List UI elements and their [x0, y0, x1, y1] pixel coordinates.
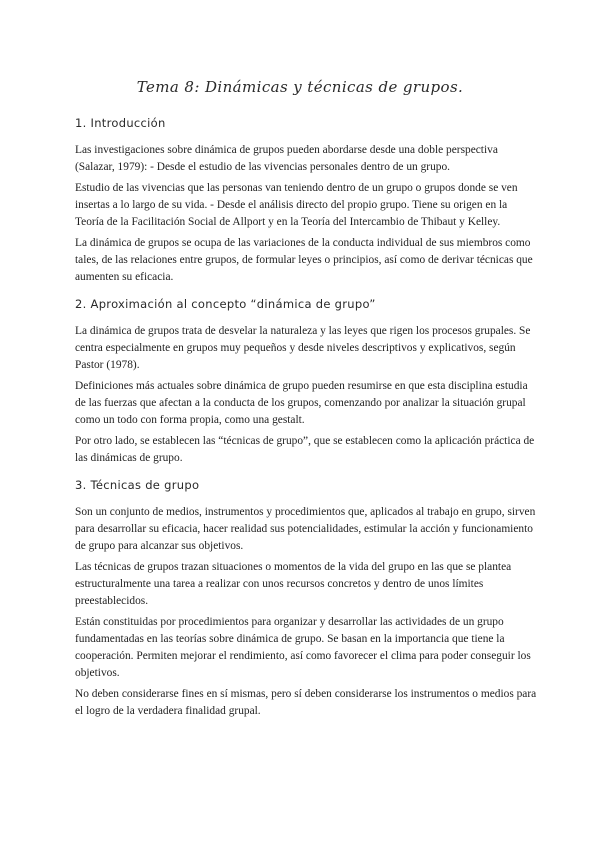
document-body [75, 116, 537, 724]
paragraph: La dinámica de grupos trata de desvelar la naturaleza y las leyes que rigen los procesos grupales. Se centra especialmente en grupos muy pequeños y desde niveles descriptivos y explicativos, según Pastor (1978). [75, 325, 531, 371]
paragraph: Por otro lado, se establecen las “técnicas de grupo”, que se establecen como la aplicación práctica de las dinámicas de grupo. [75, 435, 535, 464]
section-heading-introduccion: 1. Introducción [75, 116, 166, 130]
paragraph: Las técnicas de grupos trazan situaciones o momentos de la vida del grupo en las que se plantea estructuralmente una tarea a realizar con unos recursos concretos y dentro de unos límites preestablecidos. [75, 561, 512, 607]
document-title: Tema 8: Dinámicas y técnicas de grupos. [136, 78, 464, 96]
paragraph: Las investigaciones sobre dinámica de grupos pueden abordarse desde una doble perspectiva (Salazar, 1979): - Desde el estudio de las vivencias personales dentro de un grupo. [75, 144, 498, 173]
section-heading-aproximacion: 2. Aproximación al concepto “dinámica de grupo” [75, 297, 376, 311]
paragraph: Definiciones más actuales sobre dinámica de grupo pueden resumirse en que esta disciplina estudia de las fuerzas que afectan a la conducta de los grupos, comenzando por analizar la situación grupal como un todo con forma propia, como una gestalt. [75, 380, 528, 426]
paragraph: Están constituidas por procedimientos para organizar y desarrollar las actividades de un grupo fundamentadas en las teorías sobre dinámica de grupo. Se basan en la importancia que tiene la cooperación. Permiten mejorar el rendimiento, así como favorecer el clima para poder conseguir los objetivos. [75, 616, 531, 679]
paragraph: La dinámica de grupos se ocupa de las variaciones de la conducta individual de sus miembros como tales, de las relaciones entre grupos, de formular leyes o principios, así como de derivar técnicas que aumenten su eficacia. [75, 237, 533, 283]
paragraph: Estudio de las vivencias que las personas van teniendo dentro de un grupo o grupos donde se ven insertas a lo largo de su vida. - Desde el análisis directo del propio grupo. Tiene su origen en la Teoría de la Facilitación Social de Allport y en la Teoría del Intercambio de Thibaut y Kelley. [75, 182, 518, 228]
paragraph: No deben considerarse fines en sí mismas, pero sí deben considerarse los instrumentos o medios para el logro de la verdadera finalidad grupal. [75, 688, 537, 717]
section-heading-tecnicas: 3. Técnicas de grupo [75, 478, 200, 492]
paragraph: Son un conjunto de medios, instrumentos y procedimientos que, aplicados al trabajo en grupo, sirven para desarrollar su eficacia, hacer realidad sus potencialidades, estimular la acción y funcionamiento de grupo para alcanzar sus objetivos. [75, 506, 536, 552]
